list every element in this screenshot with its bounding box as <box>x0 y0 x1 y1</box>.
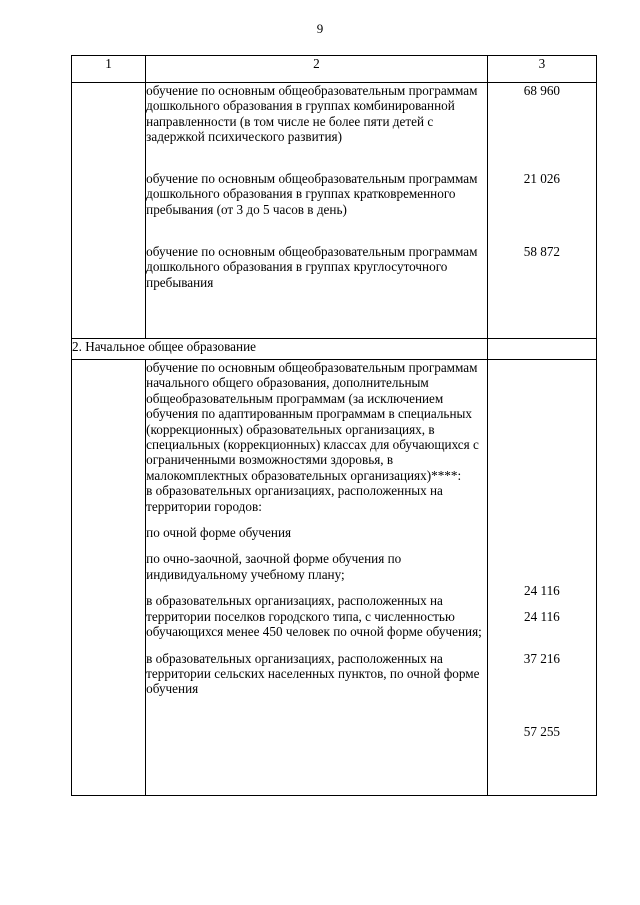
list-item-value: 58 872 <box>523 244 561 259</box>
empty-cell <box>487 339 596 360</box>
list-item-value: 68 960 <box>523 83 561 98</box>
column-header-1: 1 <box>72 56 146 83</box>
column-header-3: 3 <box>487 56 596 83</box>
intro-text: обучение по основным общеобразовательным программам начального общего образования, дополнительным общеобразовательным программам (за исключением обучения по адаптированным программам в специальных (коррекционных) образовательных организациях, в специальных (коррекционных) классах для обучающихся с ограниченными возможностями здоровья, в малокомплектных образовательных организациях)****: <box>146 360 479 483</box>
page-number: 9 <box>316 21 324 36</box>
list-item-value: 24 116 <box>524 609 560 624</box>
list-item-text: в образовательных организациях, расположенных на территории поселков городского типа, с численностью обучающихся менее 450 человек по очной форме обучения; <box>146 593 482 640</box>
value-cell <box>487 83 596 339</box>
table-header-row <box>72 56 597 83</box>
description-cell <box>146 83 488 339</box>
list-item-text: в образовательных организациях, расположенных на территории сельских населенных пунктов, по очной форме обучения <box>146 650 480 697</box>
table-row-primary <box>72 360 597 796</box>
description-cell <box>146 360 488 796</box>
column-header-2: 2 <box>146 56 488 83</box>
list-item-text: обучение по основным общеобразовательным программам дошкольного образования в группах кратковременного пребывания (от 3 до 5 часов в день) <box>146 171 478 217</box>
empty-cell <box>72 360 146 796</box>
list-item-value: 37 216 <box>523 651 561 666</box>
empty-cell <box>72 83 146 339</box>
list-item-text: обучение по основным общеобразовательным программам дошкольного образования в группах круглосуточного пребывания <box>146 244 478 290</box>
value-cell <box>487 360 596 796</box>
list-item-text: по очно-заочной, заочной форме обучения по индивидуальному учебному плану; <box>146 551 402 582</box>
section-row <box>72 339 597 360</box>
list-item-text: по очной форме обучения <box>146 525 292 541</box>
list-item-text: обучение по основным общеобразовательным программам дошкольного образования в группах комбинированной направленности (в том числе не более пяти детей с задержкой психического развития) <box>146 83 478 145</box>
list-item-value: 24 116 <box>524 583 560 598</box>
section-title: 2. Начальное общее образование <box>72 339 488 360</box>
sub-intro-text: в образовательных организациях, расположенных на территории городов: <box>146 483 443 514</box>
list-item-value: 21 026 <box>523 171 561 186</box>
value-spacer <box>488 360 596 583</box>
list-item-value: 57 255 <box>523 724 561 739</box>
table-row-preschool <box>72 83 597 339</box>
tariff-table <box>71 55 597 796</box>
